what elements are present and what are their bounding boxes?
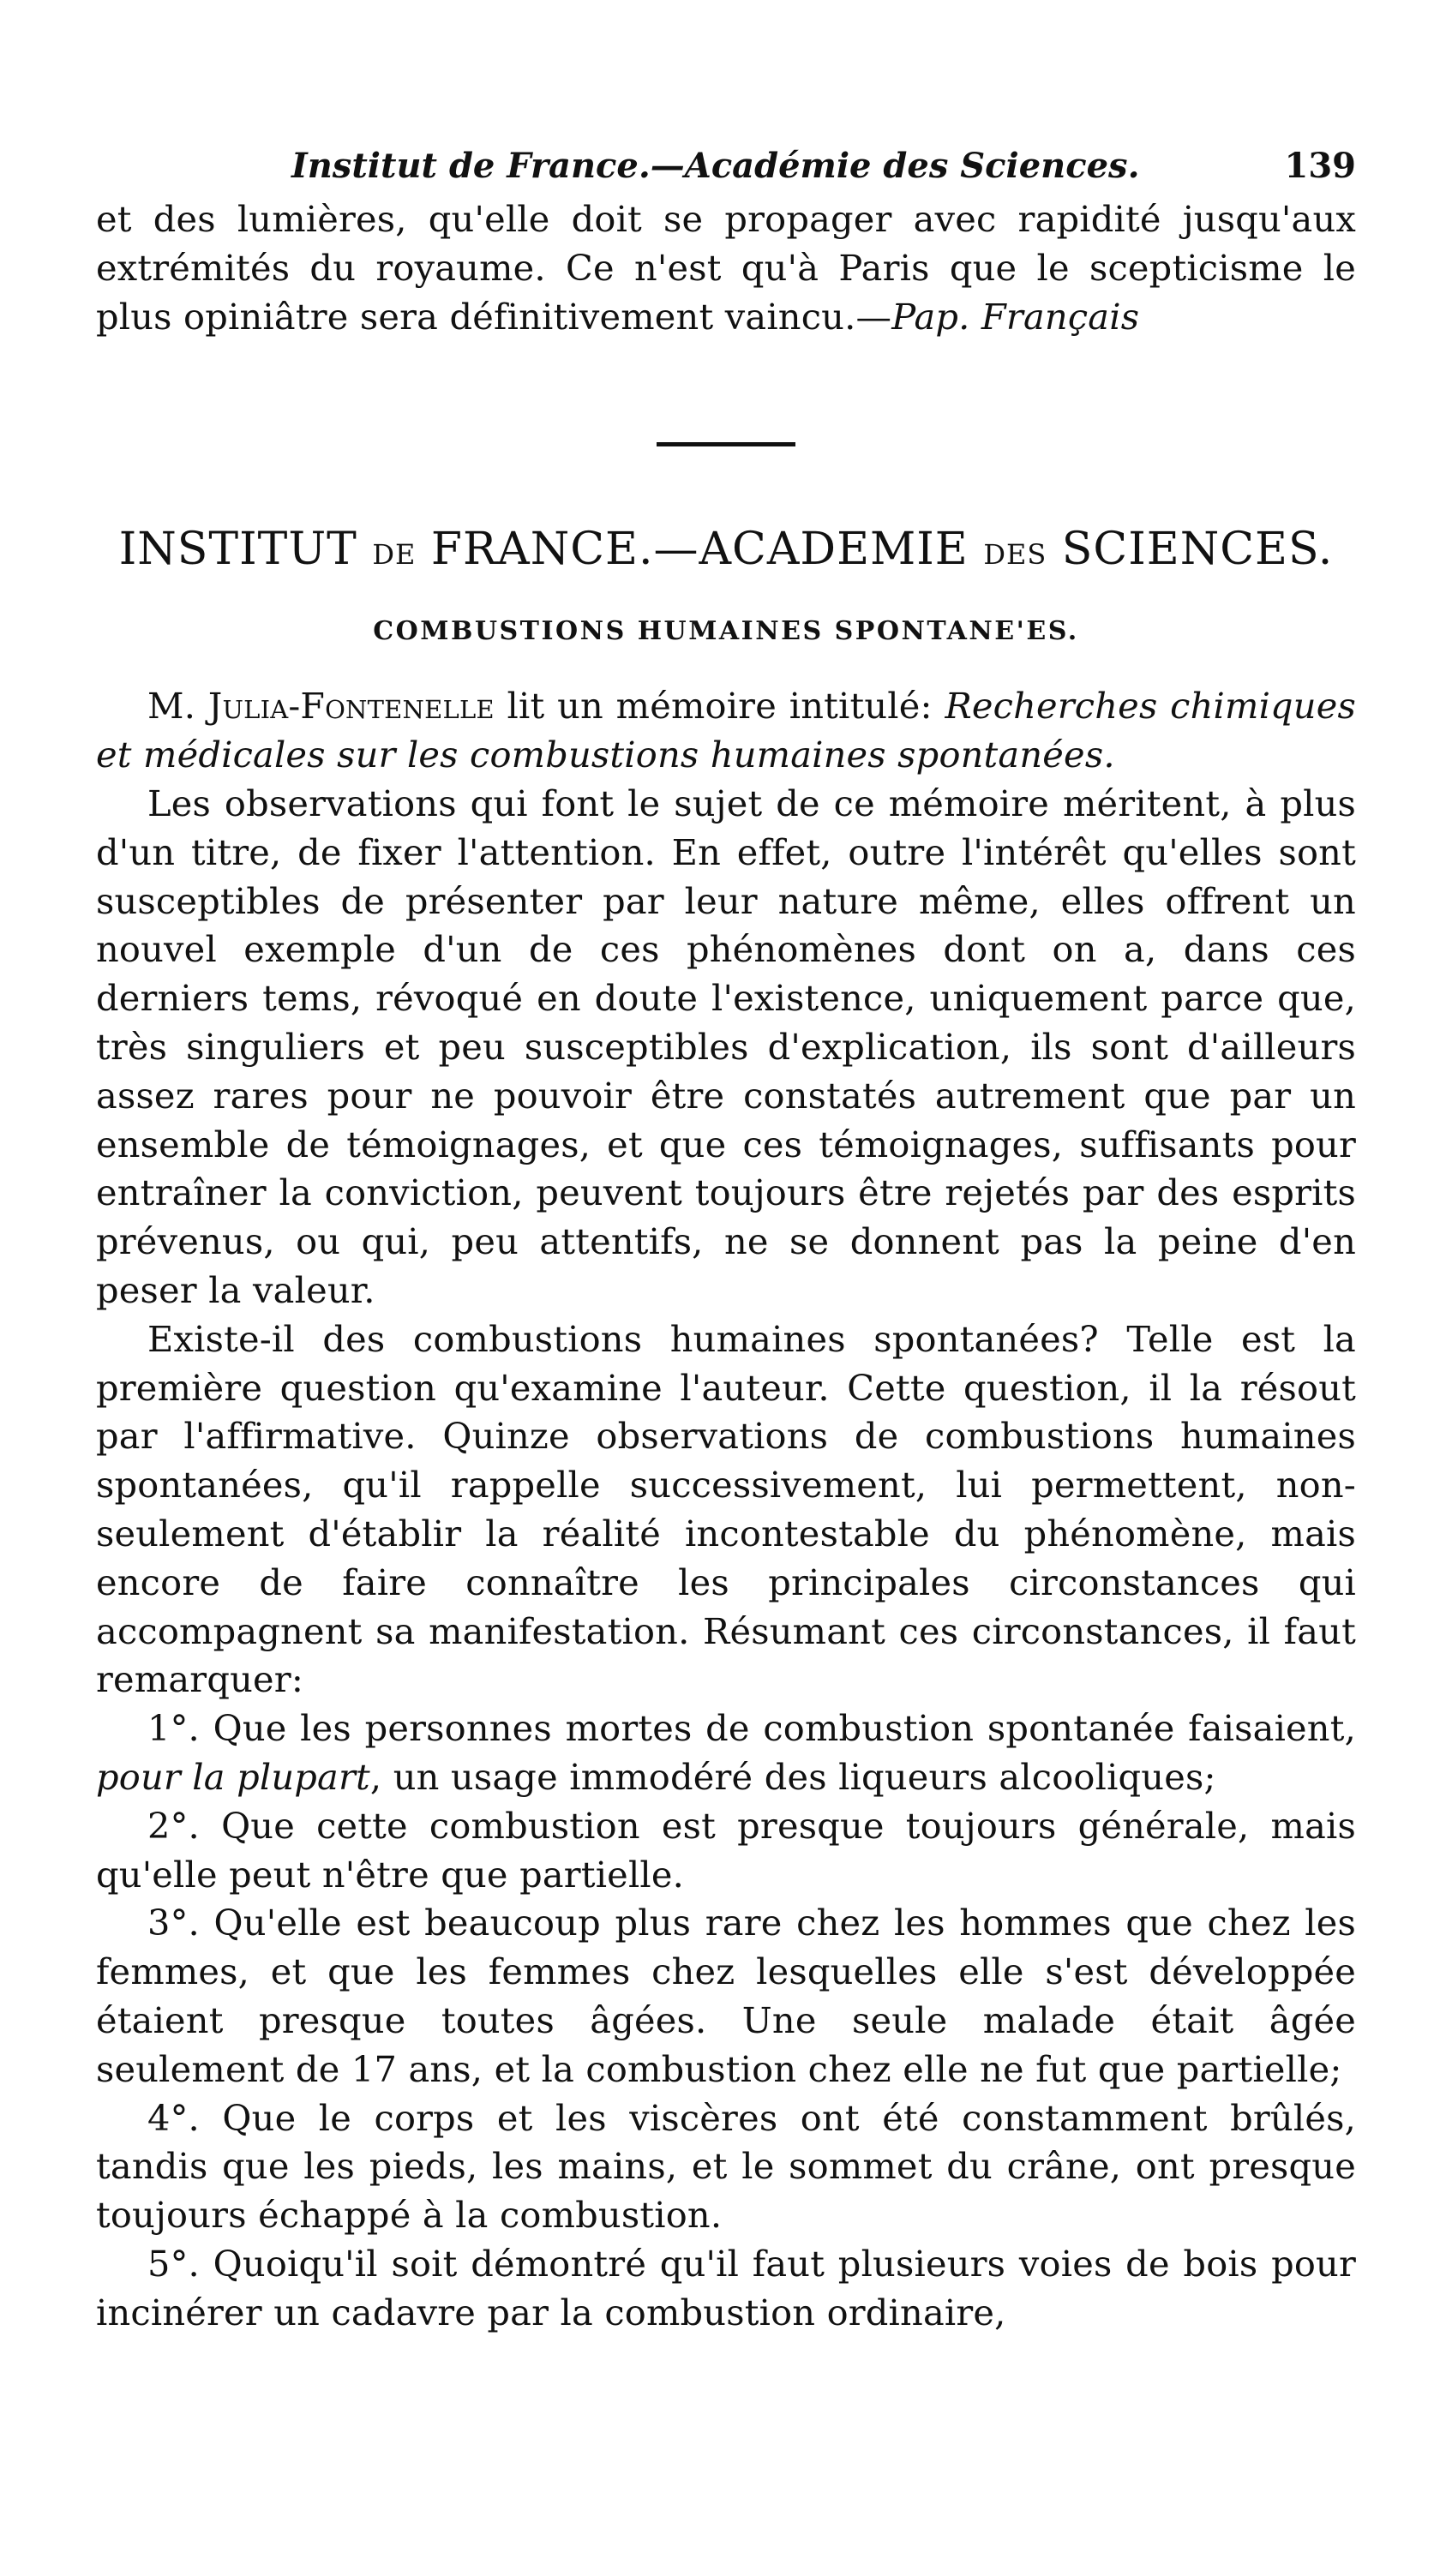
intro-verb: lit un mémoire intitulé: (494, 685, 945, 728)
numbered-point-2: 2°. Que cette combustion est presque toujours générale, mais qu'elle peut n'être que partielle. (96, 1804, 1356, 1896)
author-name: Julia-Fontenelle (207, 686, 495, 728)
numbered-point-5: 5°. Quoiqu'il soit démontré qu'il faut plusieurs voies de bois pour incinérer un cadavre par la combustion ordinaire, (96, 2242, 1356, 2333)
book-page (96, 137, 1356, 2337)
title-part-sciences: SCIENCES. (1061, 524, 1334, 576)
title-des: DES (983, 538, 1047, 572)
title-de: DE (372, 538, 417, 572)
title-part-institut: INSTITUT (118, 524, 357, 576)
numbered-point-4: 4°. Que le corps et les viscères ont été constamment brûlés, tandis que les pieds, les mains, et le sommet du crâne, ont presque toujours échappé à la combustion. (96, 2096, 1356, 2237)
intro-prefix: M. (147, 685, 196, 728)
intro-paragraph (96, 682, 1356, 780)
page-number: 139 (1284, 146, 1356, 186)
source-citation: Pap. Français (891, 295, 1140, 338)
running-title: Institut de France.—Académie des Sciences. (291, 146, 1140, 186)
memoir-title: Recherches chimiques et médicales sur les combustions humaines spontanées. (96, 685, 1356, 776)
running-header (96, 137, 1356, 189)
carry-over-text: et des lumières, qu'elle doit se propager avec rapidité jusqu'aux extrémités du royaume. Ce n'est qu'à Paris que le scepticisme le plus opiniâtre sera définitivement vaincu.— (96, 198, 1356, 338)
body-paragraph: Les observations qui font le sujet de ce mémoire méritent, à plus d'un titre, de fixer l'attention. En effet, outre l'intérêt qu'elles sont susceptibles de présenter par leur nature même, elles offrent un nouvel exemple d'un de ces phénomènes dont on a, dans ces derniers tems, révoqué en doute l'existence, uniquement parce que, très singuliers et peu susceptibles d'explication, ils sont d'ailleurs assez rares pour ne pouvoir être constatés autrement que par un ensemble de témoignages, et que ces témoignages, suffisants pour entraîner la conviction, peuvent toujours être rejetés par des esprits prévenus, ou qui, peu attentifs, ne se donnent pas la peine d'en peser la valeur. (96, 782, 1356, 1311)
point-1-text-start: 1°. Que les personnes mortes de combustion spontanée faisaient, (147, 1707, 1356, 1750)
numbered-point-3: 3°. Qu'elle est beaucoup plus rare chez les hommes que chez les femmes, et que les femmes chez lesquelles elle s'est développée étaient presque toutes âgées. Une seule malade était âgée seulement de 17 ans, et la combustion chez elle ne fut que partielle; (96, 1902, 1356, 2090)
carry-over-paragraph (96, 195, 1356, 341)
title-part-france-academie: FRANCE.—ACADEMIE (430, 524, 969, 576)
numbered-point-1 (96, 1704, 1356, 1802)
point-1-emphasis: pour la plupart (96, 1755, 370, 1798)
section-subtitle: COMBUSTIONS HUMAINES SPONTANE'ES. (373, 616, 1079, 647)
body-paragraph: Existe-il des combustions humaines spontanées? Telle est la première question qu'examine l'auteur. Cette question, il la résout par l'affirmative. Quinze observations de combustions humaines spontanées, qu'il rappelle successivement, lui permettent, non-seulement d'établir la réalité incontestable du phénomène, mais encore de faire connaître les principales circonstances qui accompagnent sa manifestation. Résumant ces circonstances, il faut remarquer: (96, 1317, 1356, 1701)
section-divider (657, 442, 795, 446)
point-1-text-end: , un usage immodéré des liqueurs alcooliques; (369, 1755, 1216, 1798)
section-title (96, 524, 1356, 575)
